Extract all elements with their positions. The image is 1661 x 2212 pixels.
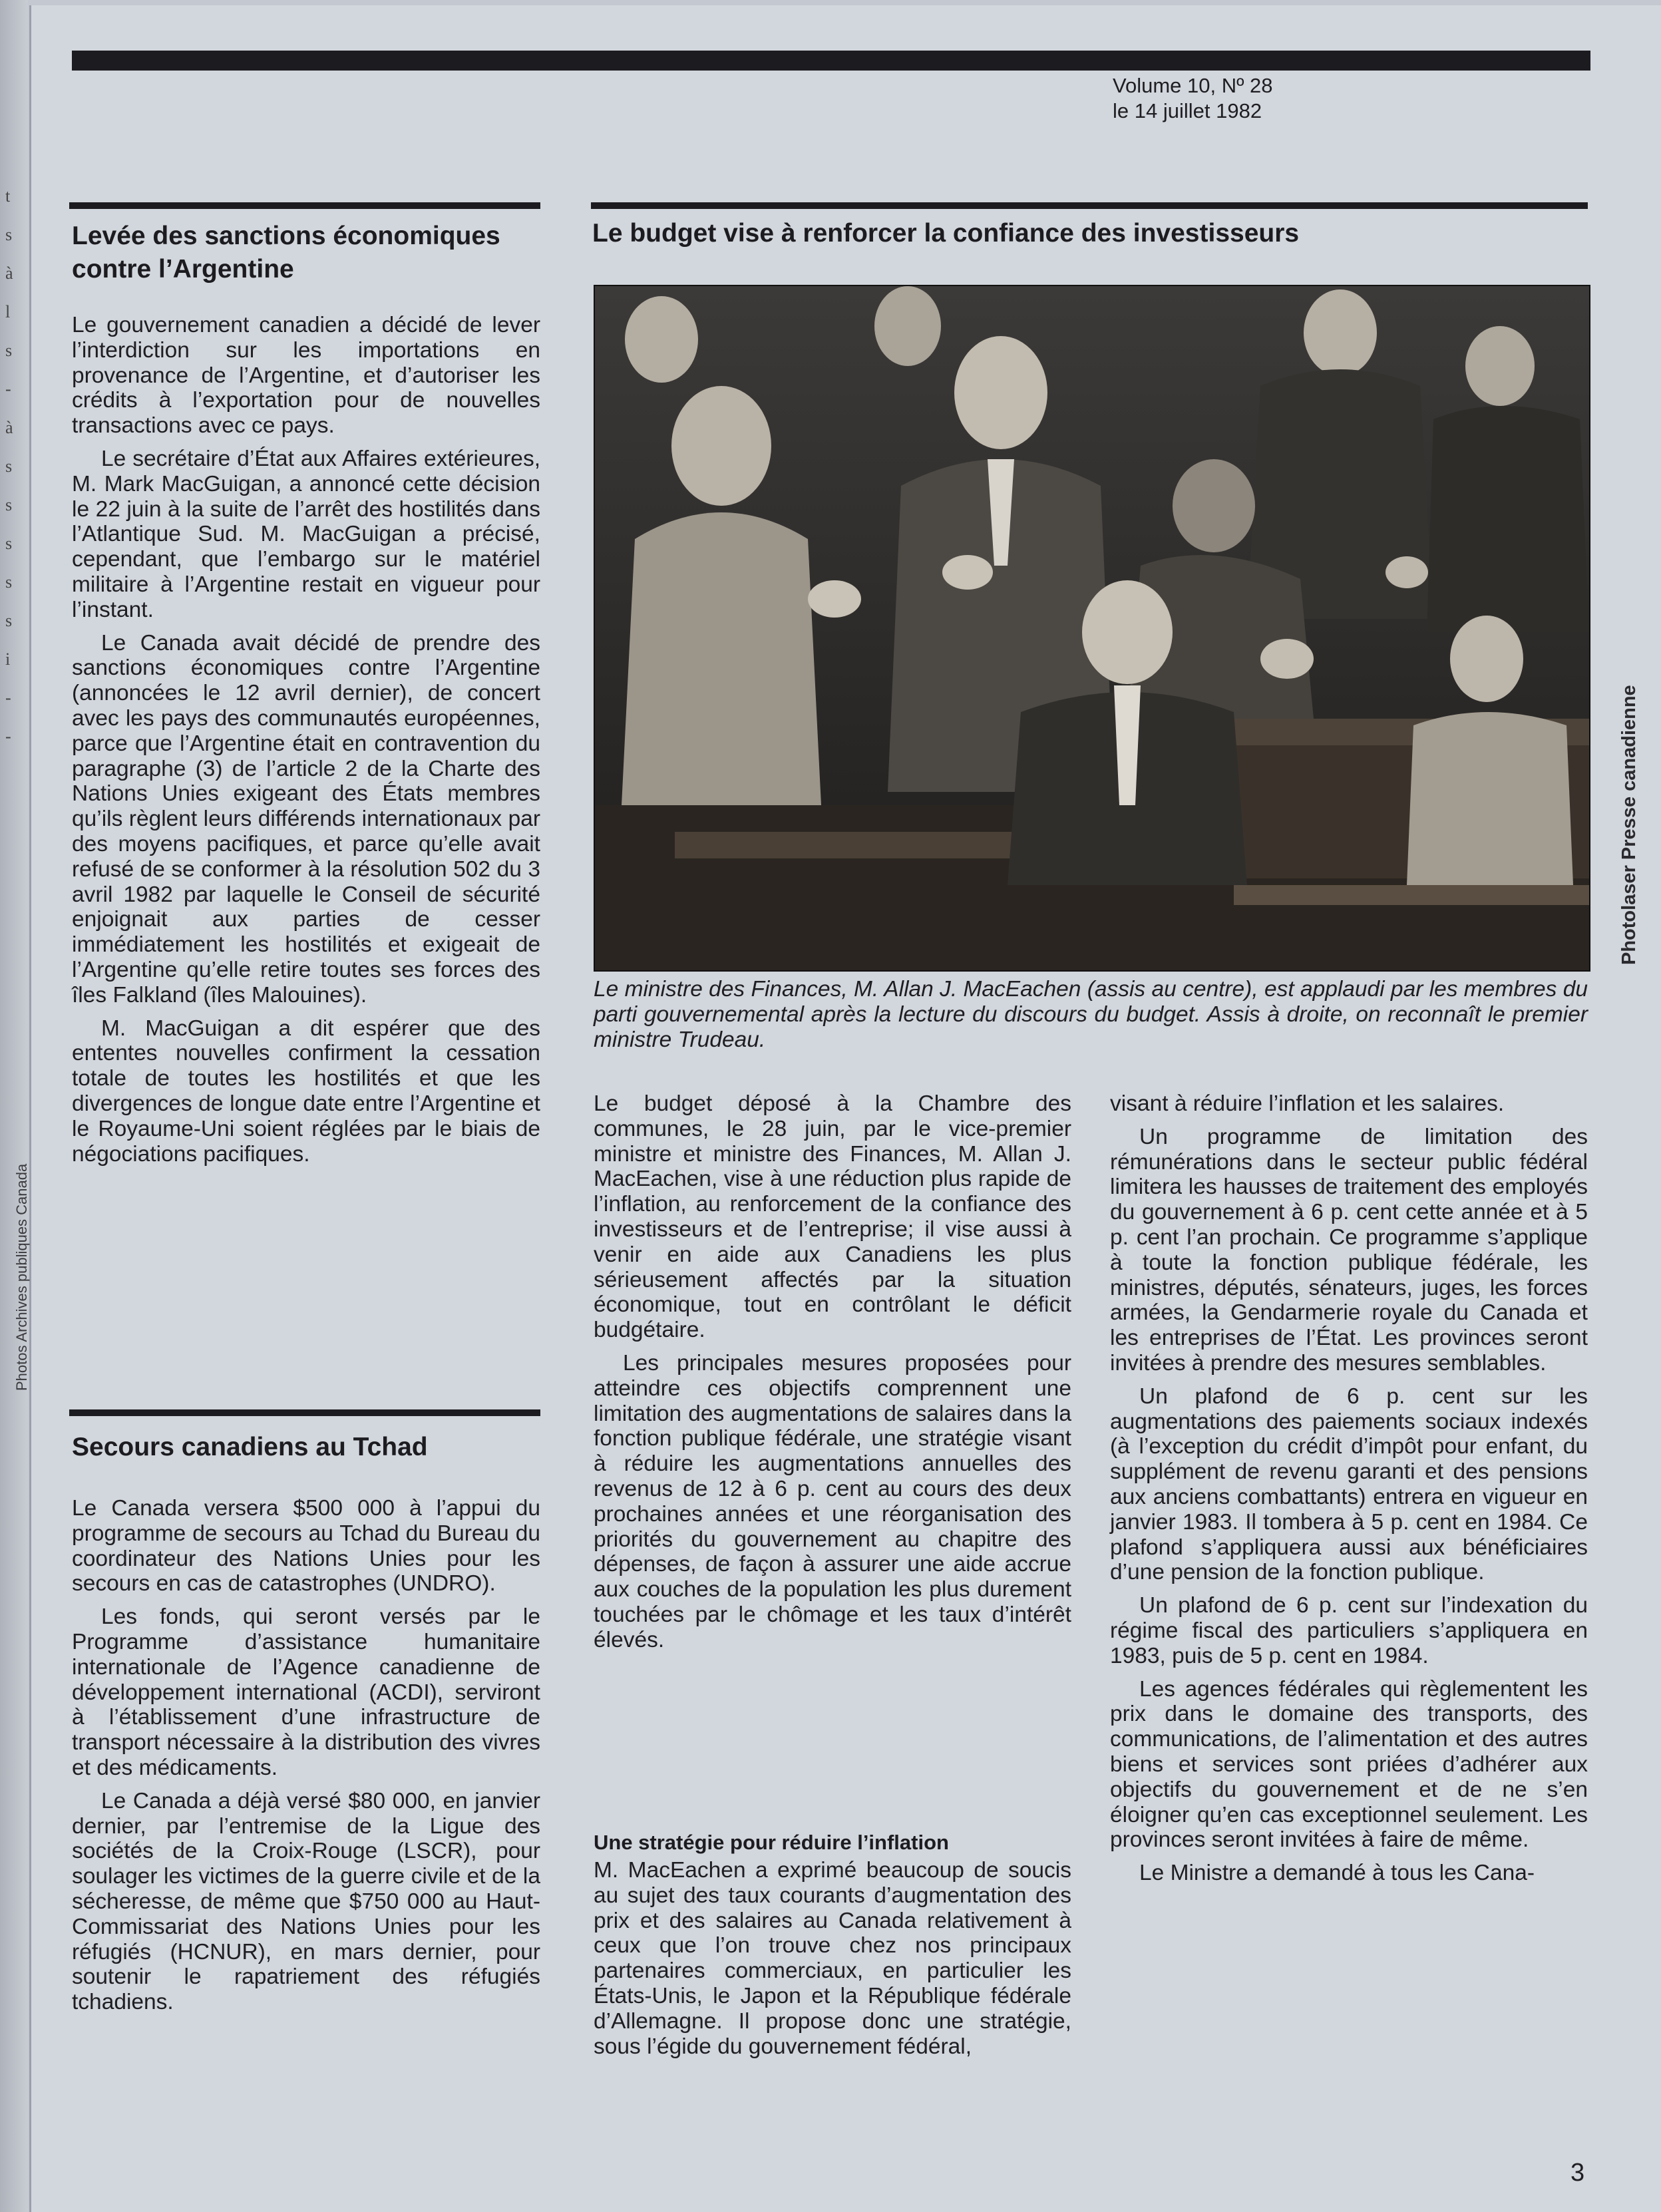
budget-heading: Le budget vise à renforcer la confiance des investisseurs xyxy=(592,219,1300,248)
budget-paragraph: Un plafond de 6 p. cent sur l’indexation du régime fiscal des particuliers s’appliquera en 1983, puis de 5 p. cent en 1984. xyxy=(1110,1593,1588,1668)
archives-credit: Photos Archives publiques Canada xyxy=(13,1163,30,1391)
parliament-photo xyxy=(594,285,1590,972)
budget-paragraph: Un plafond de 6 p. cent sur les augmentations des paiements sociaux indexés (à l’exception du crédit d’impôt pour enfant, du supplément de revenu garanti et des pensions aux anciens combattants) entrera en vigueur en janvier 1983. Il tombera à 5 p. cent en 1984. Ce plafond s’appliquera aussi aux bénéficiaires d’une pension de la fonction publique. xyxy=(1110,1383,1588,1585)
argentine-body xyxy=(72,313,540,1175)
budget-paragraph: Le budget déposé à la Chambre des communes, le 28 juin, par le vice-premier ministre et ministre des Finances, M. Allan J. MacEachen, vise à une réduction plus rapide de l’inflation, au renforcement de la confiance des investisseurs et de l’entreprise; il vise aussi à venir en aide aux Canadiens les plus sérieusement affectés par la situation économique, tout en contrôlant le déficit budgétaire. xyxy=(594,1091,1071,1343)
budget-paragraph: visant à réduire l’inflation et les salaires. xyxy=(1110,1091,1505,1116)
spine-letter: l xyxy=(5,302,11,321)
budget-column-2 xyxy=(1110,1091,1588,1894)
budget-subheading: Une stratégie pour réduire l’inflation xyxy=(594,1831,949,1854)
issue-info xyxy=(1113,73,1273,124)
argentine-paragraph: Le gouvernement canadien a décidé de lever l’interdiction sur les importations en provenance de l’Argentine, et d’autoriser les crédits à l’exportation pour de nouvelles transactions avec ce pays. xyxy=(72,313,540,439)
argentine-paragraph: Le Canada avait décidé de prendre des sanctions économiques contre l’Argentine (annoncées le 12 avril dernier), de concert avec les pays des communautés européennes, parce que l’Argentine était en contravention du paragraphe (3) de l’article 2 de la Charte des Nations Unies exigeant des États membres qu’ils règlent leurs différends internationaux par des moyens pacifiques, et parce qu’elle avait refusé de se conformer à la résolution 502 du 3 avril 1982 par laquelle le Conseil de sécurité enjoignait aux parties de cesser immédiatement les hostilités et exigeait de l’Argentine qu’elle retire toutes ses forces des îles Falkland (îles Malouines). xyxy=(72,630,540,1008)
spine-letter: s xyxy=(5,611,13,630)
budget-paragraph: Le Ministre a demandé à tous les Cana- xyxy=(1139,1861,1535,1886)
budget-column-1 xyxy=(594,1091,1071,1661)
argentine-paragraph: Le secrétaire d’État aux Affaires extérieures, M. Mark MacGuigan, a annoncé cette décision le 22 juin à la suite de l’arrêt des hostilités dans l’Atlantique Sud. M. MacGuigan a précisé, cependant, que l’embargo sur le matériel militaire à l’Argentine restait en vigueur pour l’instant. xyxy=(72,446,540,622)
spine-letter: - xyxy=(5,727,11,746)
budget-column-1-continued xyxy=(594,1858,1071,2067)
spine-letter: t xyxy=(5,186,11,206)
section-rule xyxy=(591,202,1588,209)
tchad-paragraph: Le Canada versera $500 000 à l’appui du programme de secours au Tchad du Bureau du coordinateur des Nations Unies pour les secours en cas de catastrophes (UNDRO). xyxy=(72,1496,540,1596)
argentine-heading: Levée des sanctions économiques contre l’Argentine xyxy=(72,222,500,283)
spine-letter: s xyxy=(5,225,13,244)
issue-volume: Volume 10, Nº 28 xyxy=(1113,74,1273,97)
budget-paragraph: Un programme de limitation des rémunérations dans le secteur public fédéral limitera les hausses de traitement des employés du gouvernement à 6 p. cent cette année et à 5 p. cent l’an prochain. Ce programme s’applique à toute la fonction publique fédérale, les ministres, députés, sénateurs, juges, les forces armées, la Gendarmerie royale du Canada et les entreprises de l’État. Les provinces seront invitées à prendre des mesures semblables. xyxy=(1110,1124,1588,1376)
spine-letter: s xyxy=(5,341,13,360)
budget-paragraph: Les principales mesures proposées pour atteindre ces objectifs comprennent une limitation des augmentations de salaires dans la fonction publique fédérale, une stratégie visant à réduire les augmentations annuelles des revenus de 12 à 6 p. cent au cours des deux prochaines années et une réorganisation des priorités du gouvernement au chapitre des dépenses, de façon à assurer une aide accrue aux couches de la population les plus durement touchées par le chômage et les taux d’intérêt élevés. xyxy=(594,1350,1071,1652)
issue-date: le 14 juillet 1982 xyxy=(1113,99,1262,122)
page-number: 3 xyxy=(1570,2159,1585,2187)
spine-letter: - xyxy=(5,379,11,399)
tchad-paragraph: Les fonds, qui seront versés par le Programme d’assistance humanitaire internationale de l’Agence canadienne de développement international (ACDI), serviront à l’établissement d’une infrastructure de transport nécessaire à la distribution des vivres et des médicaments. xyxy=(72,1604,540,1780)
argentine-paragraph: M. MacGuigan a dit espérer que des ententes nouvelles confirment la cessation totale de toutes les hostilités et que les divergences de longue date entre l’Argentine et le Royaume-Uni soient réglées par le biais de négociations pacifiques. xyxy=(72,1015,540,1167)
budget-paragraph: Les agences fédérales qui règlementent les prix dans le domaine des transports, des communications, de l’alimentation et des autres biens et services sont priées d’adhérer aux objectifs du gouvernement et de ne s’en éloigner qu’en cas exceptionnel seulement. Les provinces seront invitées à faire de même. xyxy=(1110,1676,1588,1853)
spine-letters xyxy=(5,186,24,765)
section-rule xyxy=(69,202,540,209)
tchad-paragraph: Le Canada a déjà versé $80 000, en janvier dernier, par l’entremise de la Ligue des sociétés de la Croix-Rouge (LSCR), pour soulager les victimes de la guerre civile et de la sécheresse, de même que $750 000 au Haut-Commissariat des Nations Unies pour les réfugiés (HCNUR), en mars dernier, pour soutenir le rapatriement des réfugiés tchadiens. xyxy=(72,1788,540,2015)
tchad-body xyxy=(72,1496,540,2023)
photo-illustration xyxy=(595,286,1589,970)
photo-credit: Photolaser Presse canadienne xyxy=(1618,685,1640,965)
spine-letter: s xyxy=(5,572,13,592)
photo-caption: Le ministre des Finances, M. Allan J. MacEachen (assis au centre), est applaudi par les membres du parti gouvernemental après la lecture du discours du budget. Assis à droite, on reconnaît le premier ministre Trudeau. xyxy=(594,977,1588,1052)
spine-letter: i xyxy=(5,649,11,669)
spine-letter: à xyxy=(5,264,13,283)
spine-letter: s xyxy=(5,495,13,514)
tchad-heading: Secours canadiens au Tchad xyxy=(72,1433,428,1461)
spine-letter: à xyxy=(5,418,13,437)
section-rule xyxy=(69,1409,540,1416)
budget-paragraph: M. MacEachen a exprimé beaucoup de soucis au sujet des taux courants d’augmentation des prix et des salaires au Canada relativement à ceux que l’on trouve chez nos principaux partenaires commerciaux, en particulier les États-Unis, le Japon et la République fédérale d’Allemagne. Il propose donc une stratégie, sous l’égide du gouvernement fédéral, xyxy=(594,1858,1071,2059)
spine-letter: s xyxy=(5,534,13,553)
top-rule xyxy=(72,51,1590,71)
binding-spine xyxy=(0,0,28,2212)
spine-letter: s xyxy=(5,457,13,476)
spine-letter: - xyxy=(5,688,11,707)
